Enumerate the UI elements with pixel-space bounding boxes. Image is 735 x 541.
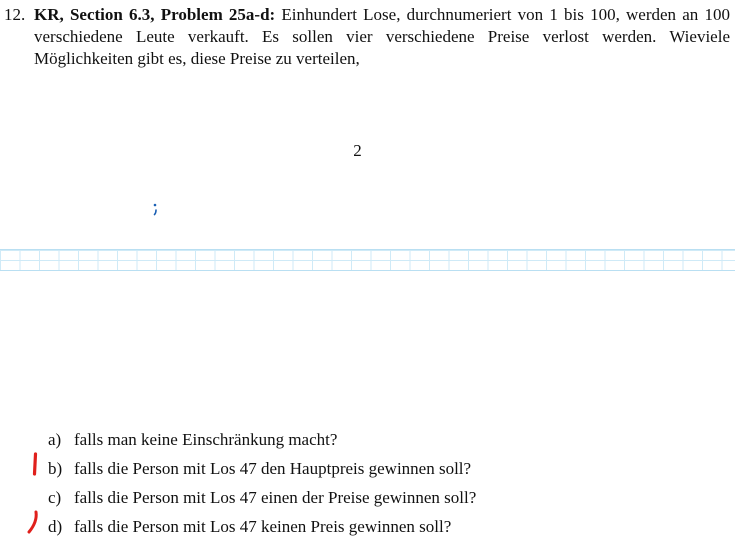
blue-ink-mark: [151, 202, 161, 216]
problem-reference: KR, Section 6.3, Problem 25a-d:: [34, 5, 276, 24]
option-text: falls die Person mit Los 47 einen der Preise gewinnen soll?: [74, 488, 477, 507]
problem-body: [34, 4, 730, 70]
sub-question-d: [48, 512, 476, 541]
problem-text: Einhundert Lose, durchnumeriert von 1 bis 100, werden an 100 verschiedene Leute verkauft. Es sollen vier verschiedene Preise verlost werden. Wieviele Möglichkeiten gibt es, diese Preise zu verteilen,: [34, 5, 730, 68]
page-number: 2: [353, 141, 362, 160]
red-ink-mark-b: [31, 452, 39, 476]
option-text: falls die Person mit Los 47 keinen Preis gewinnen soll?: [74, 517, 452, 536]
option-letter: d): [48, 517, 63, 536]
red-ink-mark-d: [26, 509, 40, 535]
option-text: falls man keine Einschränkung macht?: [74, 430, 338, 449]
grid-paper-strip: [0, 249, 735, 271]
sub-question-list: [48, 425, 476, 541]
problem-statement: [4, 4, 730, 70]
problem-number: 12.: [4, 5, 26, 24]
option-text: falls die Person mit Los 47 den Hauptpreis gewinnen soll?: [74, 459, 472, 478]
sub-question-c: [48, 483, 476, 512]
option-letter: c): [48, 488, 62, 507]
sub-question-b: [48, 454, 476, 483]
sub-question-a: [48, 425, 476, 454]
option-letter: b): [48, 459, 63, 478]
option-letter: a): [48, 430, 62, 449]
